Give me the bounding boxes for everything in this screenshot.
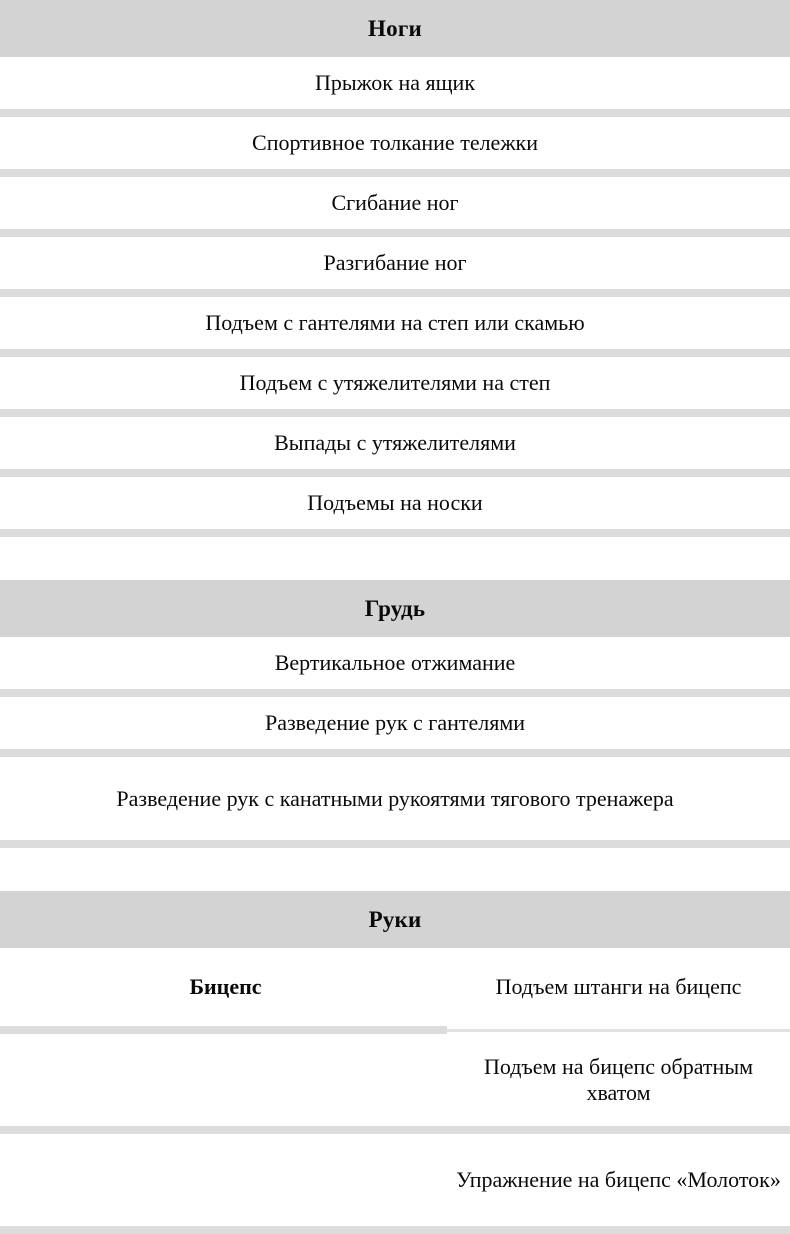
table-row[interactable] — [0, 697, 790, 749]
exercise-name: Подъем с гантелями на степ или скамью — [205, 310, 585, 336]
row-separator — [0, 169, 790, 177]
table-row[interactable] — [0, 177, 790, 229]
exercise-cell — [447, 974, 790, 1000]
row-separator — [0, 229, 790, 237]
row-separator-left — [0, 1026, 447, 1034]
row-separator — [0, 1226, 790, 1234]
section-header-label: Грудь — [364, 596, 426, 621]
section-gap — [0, 537, 790, 580]
table-row[interactable] — [0, 357, 790, 409]
row-separator — [0, 749, 790, 757]
table-row[interactable] — [0, 948, 790, 1026]
exercise-name: Упражнение на бицепс «Молоток» — [456, 1167, 781, 1193]
exercise-name: Выпады с утяжелителями — [274, 430, 516, 456]
exercise-name: Подъемы на носки — [307, 490, 483, 516]
exercise-name: Прыжок на ящик — [314, 70, 476, 96]
subgroup-name: Бицепс — [189, 974, 262, 1000]
table-row[interactable] — [0, 1134, 790, 1226]
section-header-label: Руки — [368, 907, 422, 932]
exercise-name: Спортивное толкание тележки — [252, 130, 538, 156]
row-separator — [0, 409, 790, 417]
table-row[interactable] — [0, 637, 790, 689]
table-row[interactable] — [0, 57, 790, 109]
subgroup-cell — [0, 974, 447, 1000]
exercise-name: Подъем с утяжелителями на степ — [239, 370, 551, 396]
exercise-name: Разведение рук с канатными рукоятями тягового тренажера — [116, 785, 674, 811]
exercise-name: Подъем на бицепс обратным хватом — [483, 1054, 754, 1105]
row-separator-split — [0, 1026, 790, 1034]
table-row[interactable] — [0, 477, 790, 529]
section-header-label: Ноги — [368, 16, 422, 41]
section-header-chest — [0, 580, 790, 637]
table-row[interactable] — [0, 297, 790, 349]
row-separator — [0, 109, 790, 117]
row-separator-right — [447, 1026, 790, 1034]
row-separator — [0, 689, 790, 697]
table-row[interactable] — [0, 1034, 790, 1126]
exercise-cell — [447, 1054, 790, 1105]
section-header-arms — [0, 891, 790, 948]
row-separator — [0, 349, 790, 357]
exercise-name: Подъем штанги на бицепс — [495, 974, 742, 1000]
row-separator — [0, 1126, 790, 1134]
exercise-name: Разведение рук с гантелями — [264, 710, 526, 736]
exercise-cell — [447, 1167, 790, 1193]
row-separator — [0, 469, 790, 477]
table-row[interactable] — [0, 417, 790, 469]
table-row[interactable] — [0, 117, 790, 169]
table-row[interactable] — [0, 237, 790, 289]
row-separator — [0, 289, 790, 297]
exercise-name: Вертикальное отжимание — [274, 650, 516, 676]
section-gap — [0, 848, 790, 891]
exercise-name: Сгибание ног — [331, 190, 459, 216]
table-row[interactable] — [0, 757, 790, 840]
exercise-name: Разгибание ног — [323, 250, 467, 276]
row-separator — [0, 840, 790, 848]
section-header-legs — [0, 0, 790, 57]
row-separator — [0, 529, 790, 537]
